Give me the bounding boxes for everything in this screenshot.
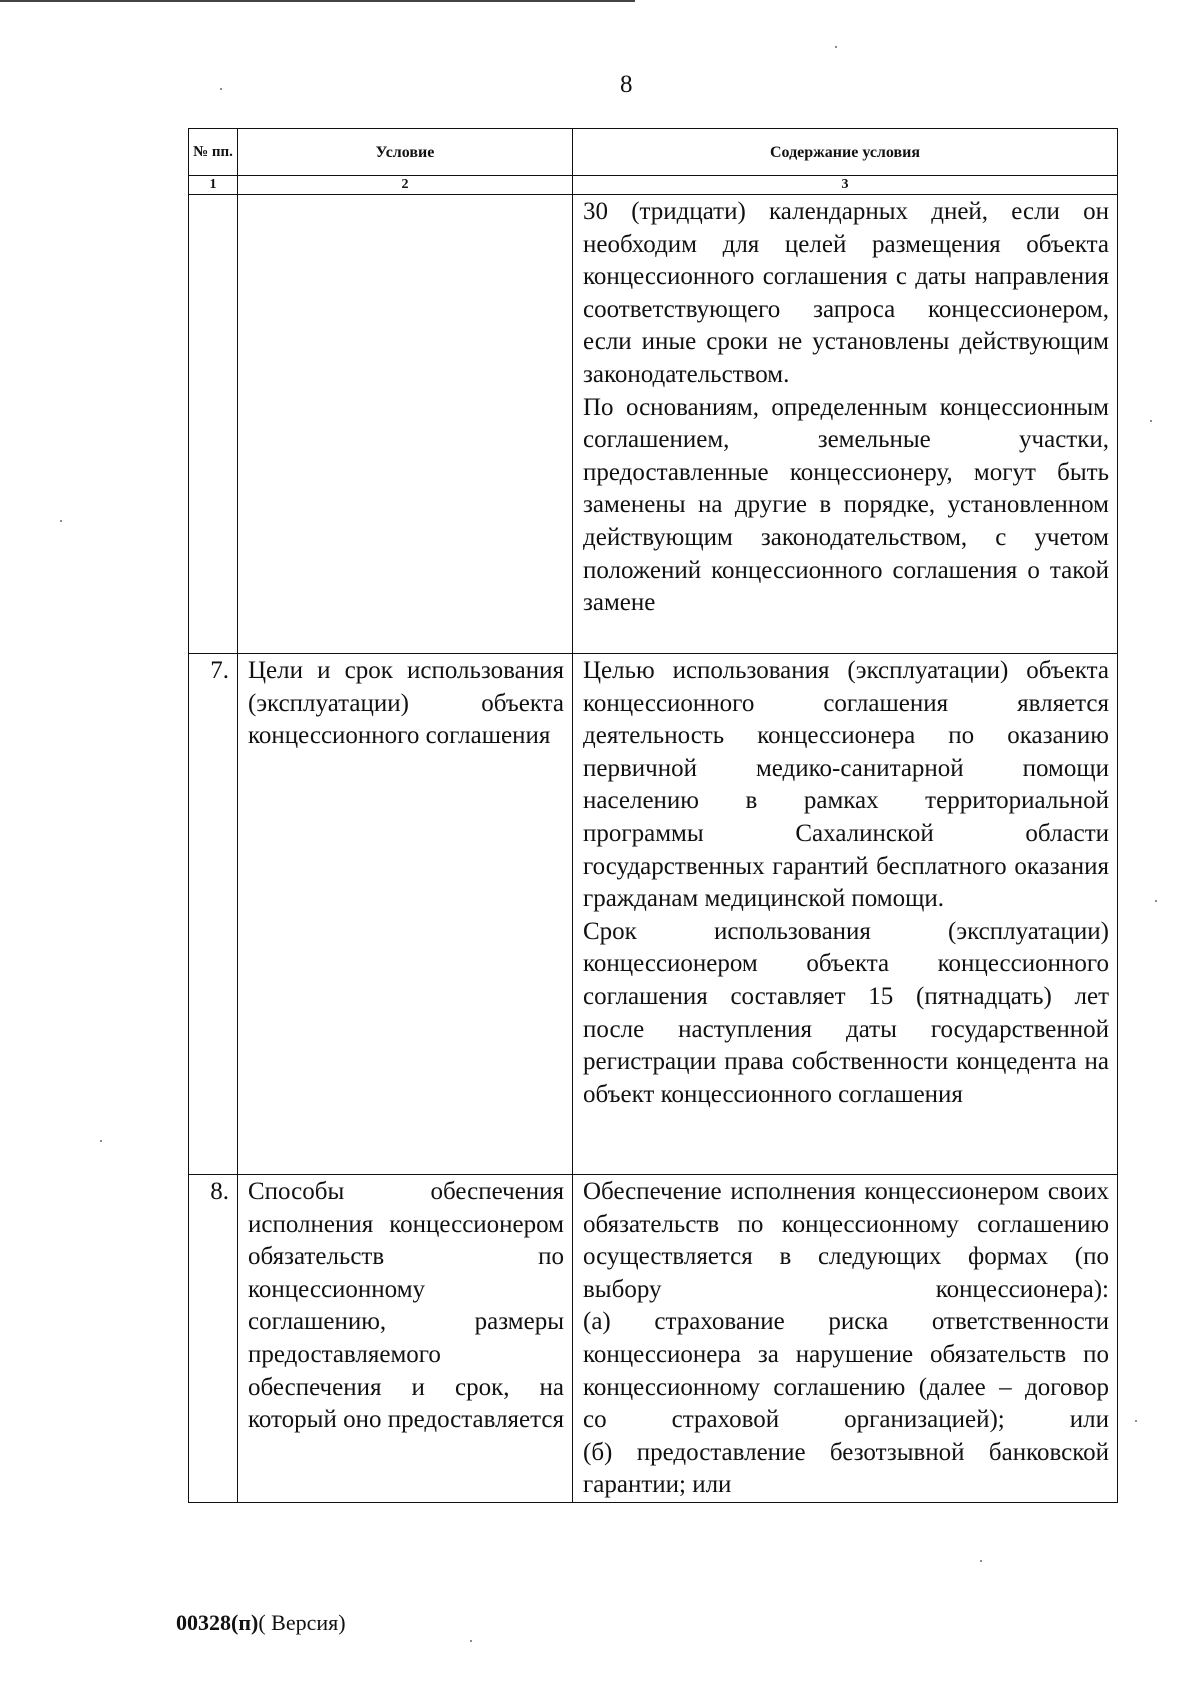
column-number-1: 1 (189, 176, 238, 195)
content-paragraph: (а) страхование риска ответственности концессионера за нарушение обязательств по концессионному соглашению (далее – договор со страховой организацией); или (583, 1308, 1109, 1434)
scan-speck (100, 1140, 102, 1142)
scan-speck (60, 520, 62, 522)
header-content: Содержание условия (573, 129, 1118, 176)
content-paragraph: Целью использования (эксплуатации) объекта концессионного соглашения является деятельность концессионера по оказанию первичной медико-санитарной помощи населению в рамках территориальной программы Сахалинской области государственных гарантий бесплатного оказания гражданам медицинской помощи. (583, 657, 1109, 913)
row-content (573, 654, 1118, 1175)
table-row (189, 1175, 1118, 1503)
row-number: 8. (189, 1175, 238, 1503)
document-footer-code (176, 1610, 346, 1636)
row-number: 7. (189, 654, 238, 1175)
row-condition (238, 1175, 573, 1503)
scan-speck (470, 1640, 472, 1642)
scan-speck (1150, 420, 1152, 422)
top-border-line (0, 0, 635, 2)
row-condition (238, 195, 573, 654)
table-row (189, 654, 1118, 1175)
content-paragraph: По основаниям, определенным концессионным соглашением, земельные участки, предоставленные концессионеру, могут быть заменены на другие в порядке, установленном действующим законодательством, с учетом положений концессионного соглашения о такой замене (583, 393, 1109, 617)
conditions-table (188, 128, 1118, 1503)
footer-code-version: ( Версия) (258, 1610, 346, 1635)
row-condition (238, 654, 573, 1175)
content-paragraph: Срок использования (эксплуатации) концессионером объекта концессионного соглашения составляет 15 (пятнадцать) лет после наступления даты государственной регистрации права собственности концедента на объект концессионного соглашения (583, 917, 1109, 1108)
condition-text: Цели и срок использования (эксплуатации) объекта концессионного соглашения (248, 657, 564, 750)
scan-speck (1155, 900, 1157, 902)
row-content (573, 1175, 1118, 1503)
content-paragraph: 30 (тридцати) календарных дней, если он необходим для целей размещения объекта концессионного соглашения с даты направления соответствующего запроса концессионером, если иные сроки не установлены действующим законодательством. (583, 198, 1109, 388)
scan-speck (1135, 1420, 1137, 1422)
content-paragraph: (б) предоставление безотзывной банковской гарантии; или (583, 1438, 1109, 1499)
header-condition: Условие (238, 129, 573, 176)
row-number (189, 195, 238, 654)
page-number: 8 (620, 71, 633, 98)
condition-text: Способы обеспечения исполнения концессионером обязательств по концессионному соглашению, размеры предоставляемого обеспечения и срок, на который оно предоставляется (248, 1178, 564, 1434)
scan-speck (835, 46, 837, 48)
header-number: № пп. (189, 129, 238, 176)
column-number-2: 2 (238, 176, 573, 195)
content-paragraph: Обеспечение исполнения концессионером своих обязательств по концессионному соглашению осуществляется в следующих формах (по выбору концессионера): (583, 1178, 1109, 1303)
column-numbers-row (189, 176, 1118, 195)
row-content (573, 195, 1118, 654)
column-number-3: 3 (573, 176, 1118, 195)
scan-speck (220, 88, 222, 90)
scan-speck (980, 1560, 982, 1562)
table-header-row (189, 129, 1118, 176)
footer-code-bold: 00328(п) (176, 1610, 259, 1635)
table-row (189, 195, 1118, 654)
